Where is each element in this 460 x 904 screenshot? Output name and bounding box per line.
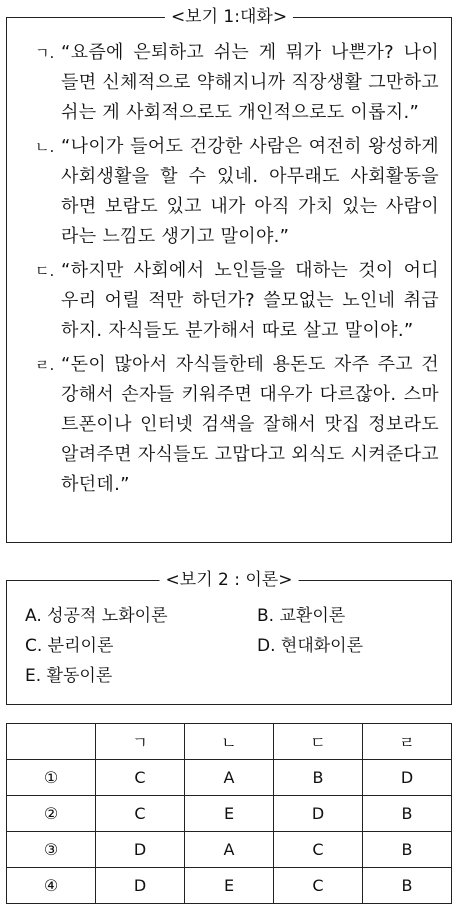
- table-cell: B: [363, 868, 452, 904]
- dialogue-item: [35, 350, 439, 500]
- table-header-cell: [7, 724, 96, 760]
- dialogue-box: [6, 7, 452, 543]
- theory-option-a: A. 성공적 노화이론: [25, 606, 168, 626]
- theory-option-e: E. 활동이론: [25, 666, 113, 686]
- choice-number: ③: [7, 832, 96, 868]
- answer-table: [6, 723, 452, 904]
- dialogue-marker: ㄹ.: [35, 356, 55, 374]
- table-cell: B: [363, 796, 452, 832]
- table-cell: E: [185, 796, 274, 832]
- dialogue-text: “돈이 많아서 자식들한테 용돈도 자주 주고 건강해서 손자들 키워주면 대우가 다르잖아. 스마트폰이나 인터넷 검색을 잘해서 맛집 정보라도 알려주면 자식들도 고맙다고 외식도 시켜준다고 하던데.”: [61, 354, 439, 495]
- dialogue-marker: ㄴ.: [35, 138, 55, 156]
- table-row: [7, 760, 452, 796]
- table-cell: D: [274, 796, 363, 832]
- table-cell: C: [274, 868, 363, 904]
- dialogue-text: “나이가 들어도 건강한 사람은 여전히 왕성하게 사회생활을 할 수 있네. 아무래도 사회활동을 하면 보람도 있고 내가 아직 가치 있는 사람이라는 느낌도 생기고 말이야.”: [61, 136, 439, 247]
- dialogue-item: [35, 38, 439, 128]
- theory-box-title: <보기 2 : 이론>: [160, 570, 299, 590]
- choice-number: ④: [7, 868, 96, 904]
- table-cell: D: [96, 832, 185, 868]
- table-row: [7, 868, 452, 904]
- dialogue-list: [35, 38, 439, 504]
- choice-number: ②: [7, 796, 96, 832]
- dialogue-box-title: <보기 1:대화>: [165, 7, 293, 27]
- table-row: [7, 796, 452, 832]
- table-header-cell: ㄱ: [96, 724, 185, 760]
- table-cell: B: [274, 760, 363, 796]
- table-cell: C: [96, 760, 185, 796]
- theory-option-b: B. 교환이론: [257, 606, 346, 626]
- table-header-cell: ㄹ: [363, 724, 452, 760]
- dialogue-marker: ㄷ.: [35, 262, 55, 280]
- dialogue-text: “하지만 사회에서 노인들을 대하는 것이 어디 우리 어릴 적만 하던가? 쓸모없는 노인네 취급하지. 자식들도 분가해서 따로 살고 말이야.”: [61, 260, 439, 341]
- dialogue-item: [35, 132, 439, 252]
- table-header-cell: ㄷ: [274, 724, 363, 760]
- theory-option-d: D. 현대화이론: [257, 636, 364, 656]
- theory-list: [25, 603, 441, 689]
- choice-number: ①: [7, 760, 96, 796]
- dialogue-text: “요즘에 은퇴하고 쉬는 게 뭐가 나쁜가? 나이 들면 신체적으로 약해지니까 직장생활 그만하고 쉬는 게 사회적으로도 개인적으로도 이롭지.”: [61, 42, 439, 123]
- dialogue-item: [35, 256, 439, 346]
- table-cell: A: [185, 760, 274, 796]
- table-cell: C: [274, 832, 363, 868]
- table-cell: E: [185, 868, 274, 904]
- table-cell: C: [96, 796, 185, 832]
- table-header-cell: ㄴ: [185, 724, 274, 760]
- theory-box: [6, 570, 452, 705]
- table-cell: D: [96, 868, 185, 904]
- table-cell: B: [363, 832, 452, 868]
- table-header-row: [7, 724, 452, 760]
- table-cell: A: [185, 832, 274, 868]
- theory-option-c: C. 분리이론: [25, 636, 114, 656]
- dialogue-marker: ㄱ.: [35, 44, 55, 62]
- table-cell: D: [363, 760, 452, 796]
- table-row: [7, 832, 452, 868]
